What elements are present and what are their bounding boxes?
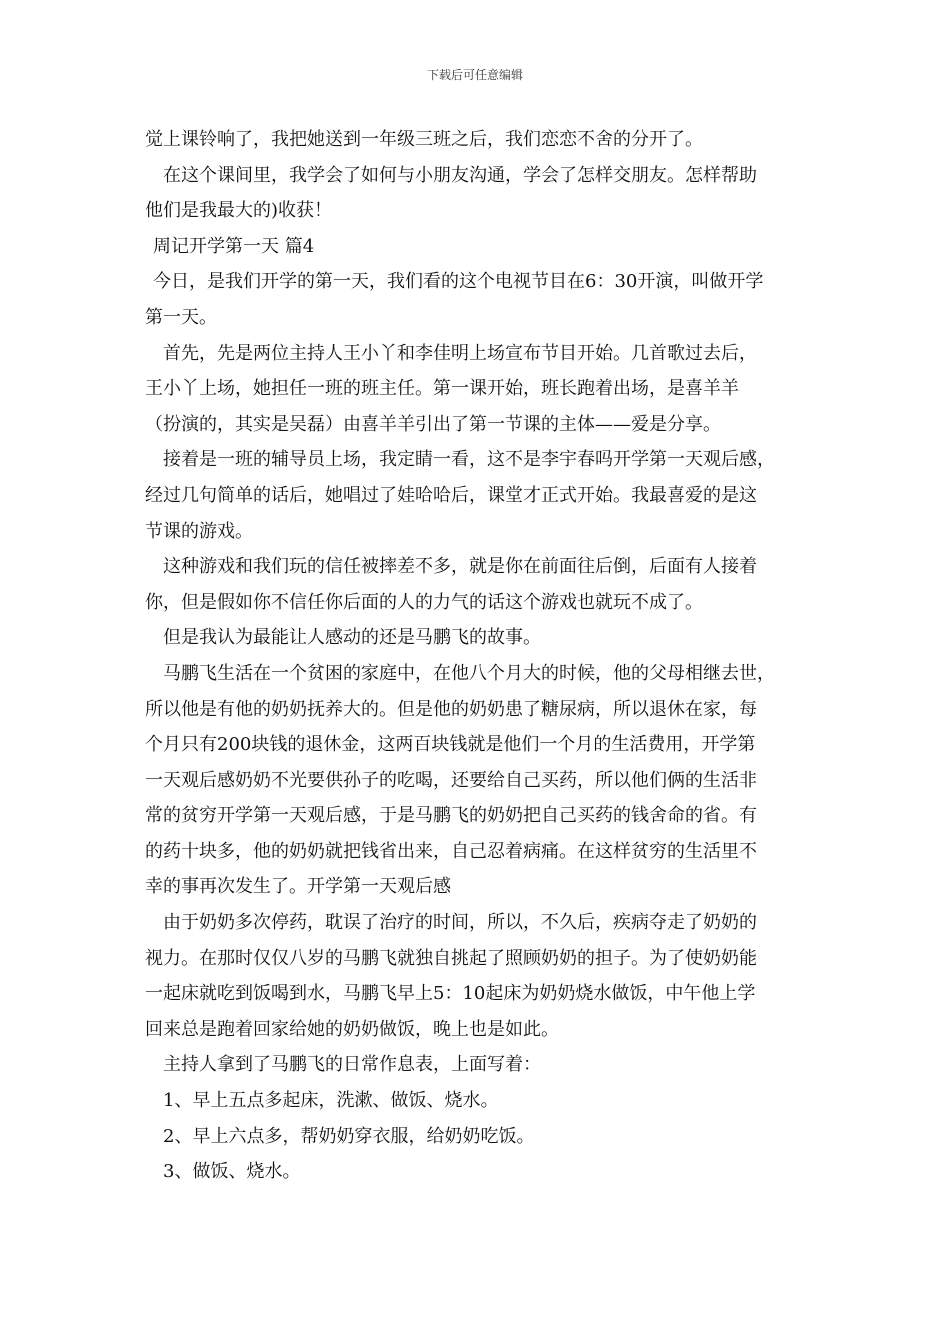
text-line: 马鹏飞生活在一个贫困的家庭中，在他八个月大的时候，他的父母相继去世， <box>163 662 775 684</box>
text-line: 这种游戏和我们玩的信任被摔差不多，就是你在前面往后倒，后面有人接着 <box>163 556 757 578</box>
text-line: 由于奶奶多次停药，耽误了治疗的时间，所以，不久后，疾病夺走了奶奶的 <box>163 912 757 934</box>
text-line: 今日，是我们开学的第一天，我们看的这个电视节目在6：30开演，叫做开学 <box>153 271 764 293</box>
text-line: 他们是我最大的)收获！ <box>145 200 333 222</box>
text-line: 节课的游戏。 <box>145 520 253 542</box>
text-line: 幸的事再次发生了。开学第一天观后感 <box>145 876 451 898</box>
page-header: 下载后可任意编辑 <box>426 68 523 82</box>
text-line: 首先，先是两位主持人王小丫和李佳明上场宣布节目开始。几首歌过去后， <box>163 342 757 364</box>
text-line: 经过几句简单的话后，她唱过了娃哈哈后，课堂才正式开始。我最喜爱的是这 <box>145 484 757 506</box>
text-line: 主持人拿到了马鹏飞的日常作息表，上面写着： <box>163 1054 541 1076</box>
text-line: 所以他是有他的奶奶抚养大的。但是他的奶奶患了糖尿病，所以退休在家，每 <box>145 698 757 720</box>
text-line: 王小丫上场，她担任一班的班主任。第一课开始，班长跑着出场，是喜羊羊 <box>145 378 739 400</box>
text-line: 接着是一班的辅导员上场，我定睛一看，这不是李宇春吗开学第一天观后感， <box>163 449 775 471</box>
text-line: 周记开学第一天 篇4 <box>153 235 315 257</box>
text-line: 觉上课铃响了，我把她送到一年级三班之后，我们恋恋不舍的分开了。 <box>145 129 703 150</box>
text-line: 一起床就吃到饭喝到水，马鹏飞早上5：10起床为奶奶烧水做饭，中午他上学 <box>145 983 756 1005</box>
text-line: 回来总是跑着回家给她的奶奶做饭，晚上也是如此。 <box>145 1018 559 1040</box>
text-line: 一天观后感奶奶不光要供孙子的吃喝，还要给自己买药，所以他们俩的生活非 <box>145 769 757 791</box>
text-line: 第一天。 <box>145 306 217 328</box>
text-line: 你，但是假如你不信任你后面的人的力气的话这个游戏也就玩不成了。 <box>145 591 703 613</box>
text-line: 的药十块多，他的奶奶就把钱省出来，自己忍着病痛。在这样贫穷的生活里不 <box>145 840 757 862</box>
text-line: 3、做饭、烧水。 <box>163 1161 301 1183</box>
text-line: （扮演的，其实是吴磊）由喜羊羊引出了第一节课的主体——爱是分享。 <box>145 413 721 435</box>
text-line: 在这个课间里，我学会了如何与小朋友沟通，学会了怎样交朋友。怎样帮助 <box>163 164 757 186</box>
text-line: 1、早上五点多起床，洗漱、做饭、烧水。 <box>163 1090 499 1112</box>
text-line: 个月只有200块钱的退休金，这两百块钱就是他们一个月的生活费用，开学第 <box>145 734 756 756</box>
text-line: 2、早上六点多，帮奶奶穿衣服，给奶奶吃饭。 <box>163 1125 535 1147</box>
text-line: 但是我认为最能让人感动的还是马鹏飞的故事。 <box>163 627 541 649</box>
text-line: 视力。在那时仅仅八岁的马鹏飞就独自挑起了照顾奶奶的担子。为了使奶奶能 <box>145 947 757 969</box>
document-body <box>145 122 810 1190</box>
text-line: 常的贫穷开学第一天观后感，于是马鹏飞的奶奶把自己买药的钱舍命的省。有 <box>145 805 757 827</box>
